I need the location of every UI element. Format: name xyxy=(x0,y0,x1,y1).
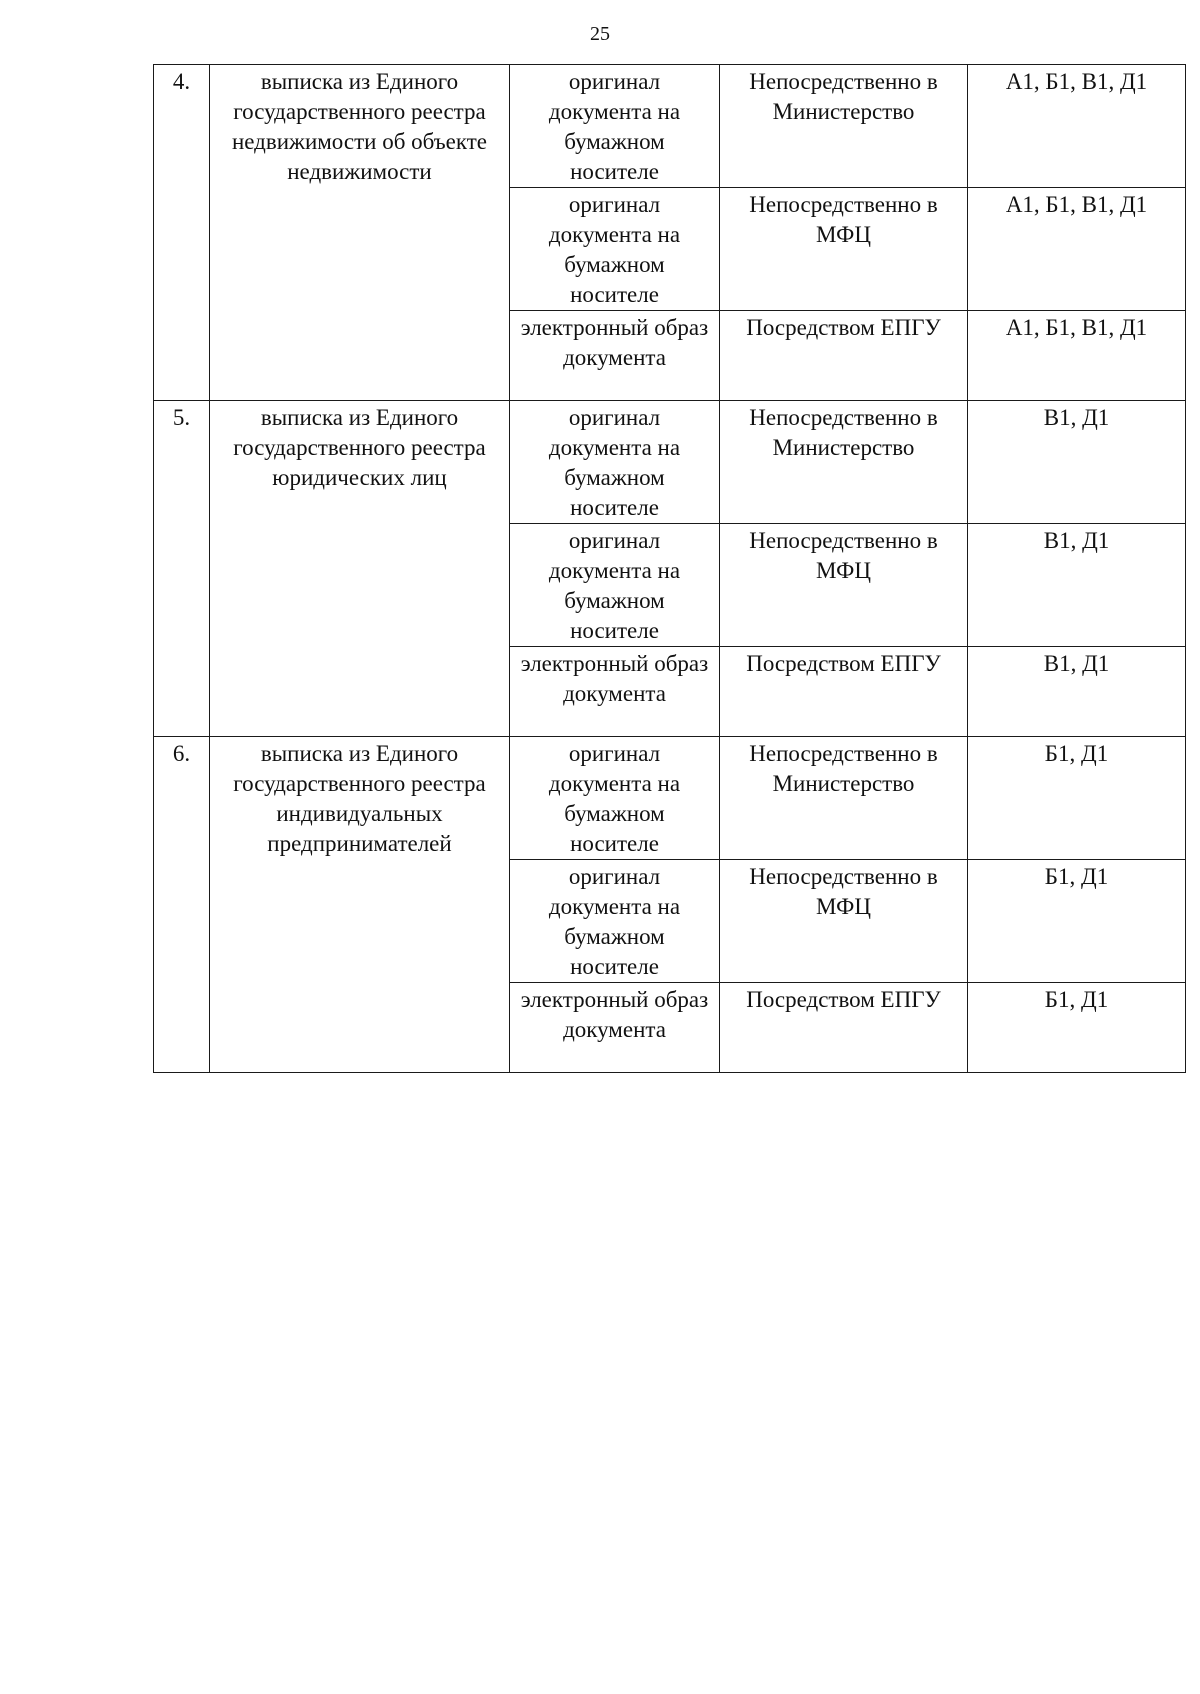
document-name: выписка из Единого государственного реестра недвижимости об объекте недвижимости xyxy=(231,69,488,184)
submission-method: Непосредственно в Министерство xyxy=(749,405,938,460)
category-codes: Б1, Д1 xyxy=(1044,864,1109,889)
submission-method: Посредством ЕПГУ xyxy=(746,315,941,340)
category-codes-cell xyxy=(968,647,1186,737)
document-form-cell xyxy=(510,647,720,737)
document-form-cell xyxy=(510,524,720,647)
category-codes-cell xyxy=(968,401,1186,524)
submission-method-cell xyxy=(720,860,968,983)
category-codes-cell xyxy=(968,737,1186,860)
row-number-cell xyxy=(154,65,210,401)
row-number: 4. xyxy=(172,69,191,94)
table-row xyxy=(154,65,1186,188)
table-row xyxy=(154,401,1186,524)
document-name: выписка из Единого государственного реестра юридических лиц xyxy=(233,405,486,490)
submission-method-cell xyxy=(720,65,968,188)
document-form: оригинал документа на бумажном носителе xyxy=(548,528,681,643)
submission-method: Непосредственно в Министерство xyxy=(749,69,938,124)
document-name-cell xyxy=(210,65,510,401)
submission-method-cell xyxy=(720,401,968,524)
category-codes: Б1, Д1 xyxy=(1044,987,1109,1012)
row-number-cell xyxy=(154,737,210,1073)
submission-method: Посредством ЕПГУ xyxy=(746,987,941,1012)
row-number-cell xyxy=(154,401,210,737)
document-form-cell xyxy=(510,983,720,1073)
category-codes: В1, Д1 xyxy=(1043,651,1110,676)
document-form-cell xyxy=(510,401,720,524)
document-form: оригинал документа на бумажном носителе xyxy=(548,405,681,520)
submission-method: Посредством ЕПГУ xyxy=(746,651,941,676)
document-form-cell xyxy=(510,737,720,860)
submission-method-cell xyxy=(720,311,968,401)
submission-method: Непосредственно в МФЦ xyxy=(749,528,938,583)
page-number: 25 xyxy=(590,23,610,45)
category-codes: А1, Б1, В1, Д1 xyxy=(1005,315,1148,340)
category-codes: А1, Б1, В1, Д1 xyxy=(1005,69,1148,94)
row-number: 6. xyxy=(172,741,191,766)
document-form-cell xyxy=(510,860,720,983)
document-form-cell xyxy=(510,65,720,188)
category-codes: В1, Д1 xyxy=(1043,528,1110,553)
category-codes: В1, Д1 xyxy=(1043,405,1110,430)
table-row xyxy=(154,737,1186,860)
document-form: оригинал документа на бумажном носителе xyxy=(548,741,681,856)
document-form: оригинал документа на бумажном носителе xyxy=(548,864,681,979)
category-codes-cell xyxy=(968,188,1186,311)
category-codes-cell xyxy=(968,860,1186,983)
document-form-cell xyxy=(510,188,720,311)
submission-method-cell xyxy=(720,647,968,737)
document-form: электронный образ документа xyxy=(520,315,709,370)
document-form: электронный образ документа xyxy=(520,651,709,706)
category-codes: А1, Б1, В1, Д1 xyxy=(1005,192,1148,217)
row-number: 5. xyxy=(172,405,191,430)
submission-method-cell xyxy=(720,524,968,647)
document-name: выписка из Единого государственного реестра индивидуальных предпринимателей xyxy=(233,741,486,856)
submission-method-cell xyxy=(720,983,968,1073)
document-name-cell xyxy=(210,737,510,1073)
category-codes-cell xyxy=(968,983,1186,1073)
document-name-cell xyxy=(210,401,510,737)
category-codes-cell xyxy=(968,524,1186,647)
category-codes-cell xyxy=(968,311,1186,401)
submission-method-cell xyxy=(720,188,968,311)
category-codes: Б1, Д1 xyxy=(1044,741,1109,766)
document-form-cell xyxy=(510,311,720,401)
submission-method: Непосредственно в МФЦ xyxy=(749,192,938,247)
document-form: оригинал документа на бумажном носителе xyxy=(548,69,681,184)
document-form: электронный образ документа xyxy=(520,987,709,1042)
documents-table xyxy=(153,64,1186,1073)
document-form: оригинал документа на бумажном носителе xyxy=(548,192,681,307)
submission-method: Непосредственно в МФЦ xyxy=(749,864,938,919)
submission-method: Непосредственно в Министерство xyxy=(749,741,938,796)
submission-method-cell xyxy=(720,737,968,860)
category-codes-cell xyxy=(968,65,1186,188)
